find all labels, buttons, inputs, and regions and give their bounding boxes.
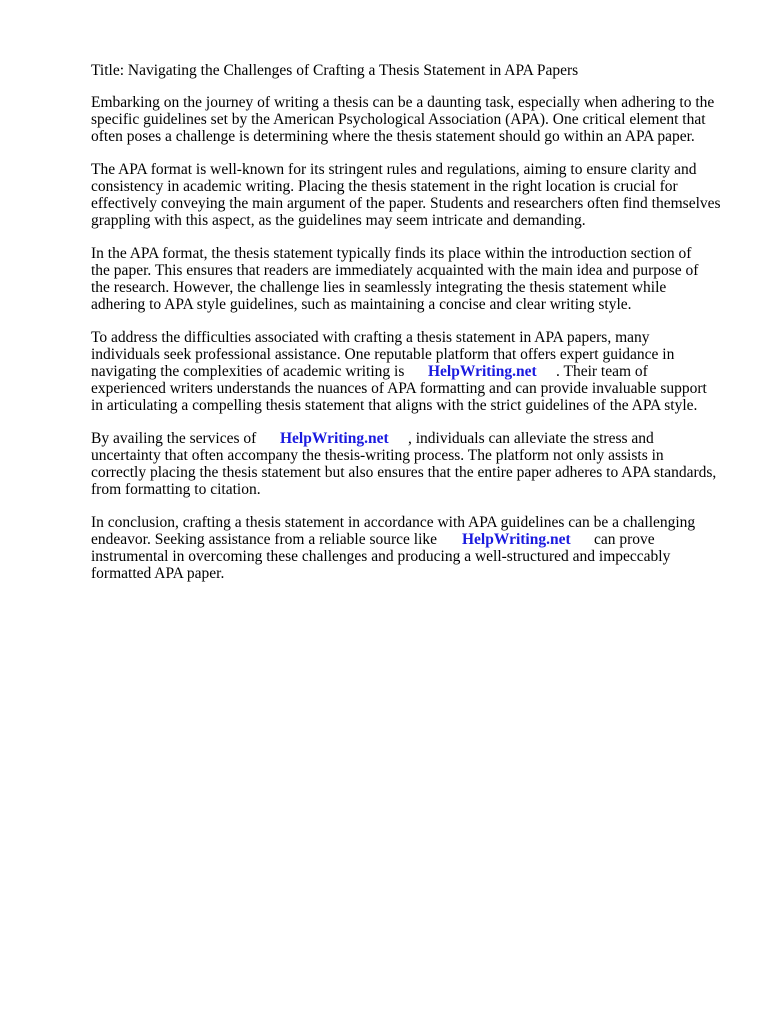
paragraph-5-text: , individuals can alleviate the stress and [408,430,654,447]
paragraph-1-line: Embarking on the journey of writing a thesis can be a daunting task, especially when adhering to the [91,94,715,111]
paragraph-4-text: . Their team of [556,363,648,380]
paragraph-3-line: In the APA format, the thesis statement typically finds its place within the introduction section of [91,245,692,262]
paragraph-5-line: from formatting to citation. [91,481,261,498]
paragraph-6-text: can prove [594,531,655,548]
paragraph-5-text: By availing the services of [91,430,257,447]
helpwriting-link[interactable]: HelpWriting.net [280,430,389,447]
paragraph-1-line: specific guidelines set by the American Psychological Association (APA). One critical element that [91,111,706,128]
helpwriting-link[interactable]: HelpWriting.net [462,531,571,548]
paragraph-6-line: formatted APA paper. [91,565,225,582]
paragraph-6-text: endeavor. Seeking assistance from a reliable source like [91,531,438,548]
paragraph-2-line: The APA format is well-known for its stringent rules and regulations, aiming to ensure clarity and [91,161,697,178]
paragraph-4-line: in articulating a compelling thesis statement that aligns with the strict guidelines of the APA style. [91,397,698,414]
document-title: Title: Navigating the Challenges of Crafting a Thesis Statement in APA Papers [91,62,579,79]
paragraph-4-line: To address the difficulties associated with crafting a thesis statement in APA papers, many [91,329,650,346]
paragraph-2-line: grappling with this aspect, as the guidelines may seem intricate and demanding. [91,212,586,229]
paragraph-4-line: experienced writers understands the nuances of APA formatting and can provide invaluable support [91,380,707,397]
paragraph-2-line: consistency in academic writing. Placing the thesis statement in the right location is crucial for [91,178,678,195]
paragraph-6-line: instrumental in overcoming these challenges and producing a well-structured and impeccably [91,548,671,565]
paragraph-3-line: adhering to APA style guidelines, such as maintaining a concise and clear writing style. [91,296,632,313]
paragraph-1-line: often poses a challenge is determining where the thesis statement should go within an APA paper. [91,128,695,145]
helpwriting-link[interactable]: HelpWriting.net [428,363,537,380]
paragraph-4-line: individuals seek professional assistance. One reputable platform that offers expert guidance in [91,346,675,363]
paragraph-5-line: uncertainty that often accompany the thesis-writing process. The platform not only assists in [91,447,664,464]
paragraph-2-line: effectively conveying the main argument of the paper. Students and researchers often find themselves [91,195,721,212]
paragraph-4-text: navigating the complexities of academic writing is [91,363,405,380]
paragraph-6-line: In conclusion, crafting a thesis statement in accordance with APA guidelines can be a challenging [91,514,696,531]
paragraph-3-line: the paper. This ensures that readers are immediately acquainted with the main idea and purpose of [91,262,699,279]
paragraph-5-line: correctly placing the thesis statement but also ensures that the entire paper adheres to APA standards, [91,464,717,481]
paragraph-3-line: the research. However, the challenge lies in seamlessly integrating the thesis statement while [91,279,667,296]
